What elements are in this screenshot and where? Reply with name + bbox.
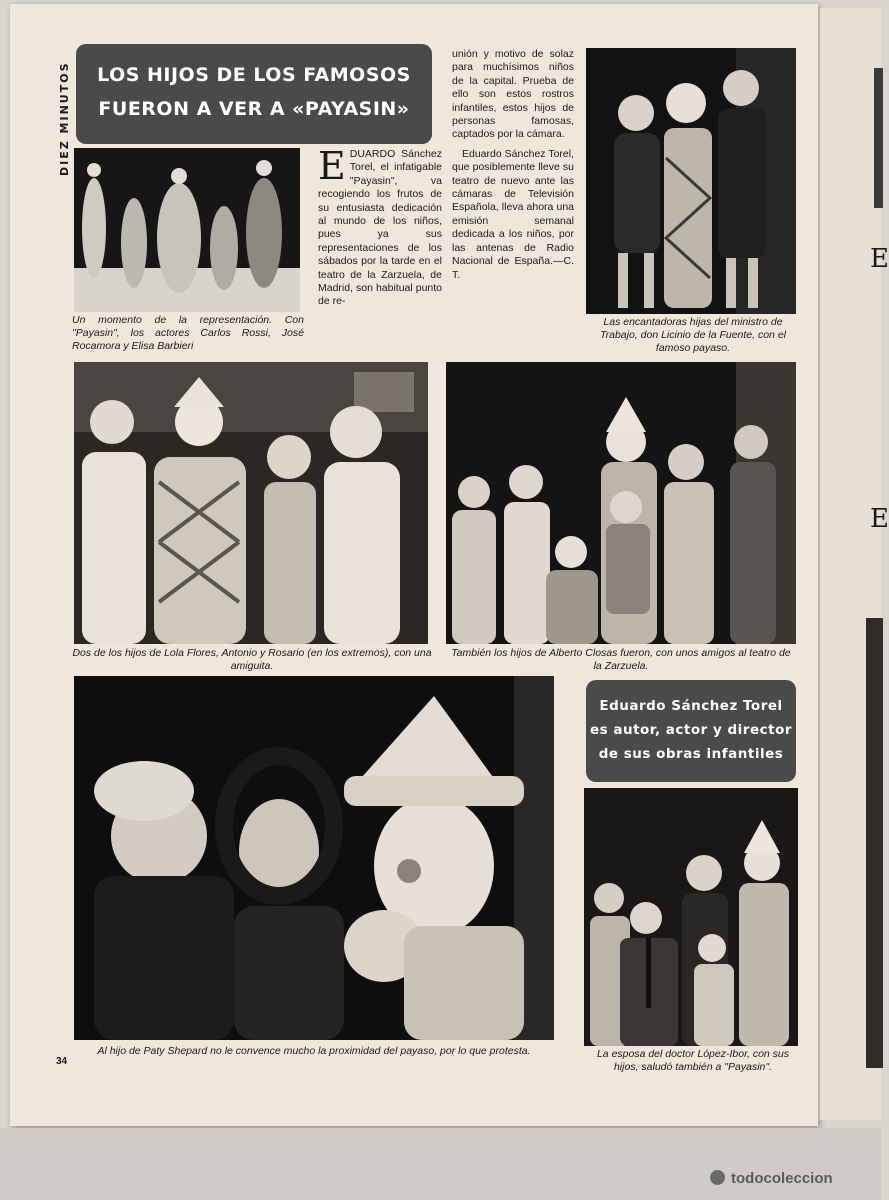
photo-alberto-closas-children [446, 362, 796, 644]
photo-minister-daughters [586, 48, 796, 314]
adjacent-page-letter-2: E [870, 504, 889, 534]
photo-lopez-ibor-family [584, 788, 798, 1046]
caption-photo4: También los hijos de Alberto Closas fueron, con unos amigos al teatro de la Zarzuela. [451, 647, 791, 672]
adjacent-page-edge [818, 8, 889, 1120]
subheadline-line1: Eduardo Sánchez Torel [599, 698, 783, 714]
headline-line1: LOS HIJOS DE LOS FAMOSOS [97, 64, 411, 86]
headline-box [76, 44, 432, 144]
caption-photo1: Un momento de la representación. Con "Payasin", los actores Carlos Rossi, José Rocamora y Elisa Barbieri [72, 314, 304, 352]
adjacent-page-letter-1: E [870, 244, 889, 274]
subheadline-box [586, 680, 796, 782]
caption-photo5: Al hijo de Paty Shepard no le convence mucho la proximidad del payaso, por lo que protesta. [97, 1045, 531, 1057]
caption-photo6: La esposa del doctor López-Ibor, con sus hijos, saludó también a "Payasin". [596, 1048, 790, 1073]
caption-photo3: Dos de los hijos de Lola Flores, Antonio y Rosario (en los extremos), con una amiguita. [72, 647, 432, 672]
article-col2-p1: unión y motivo de solaz para muchísimos niños de la capital. Prueba de ello son estos rostros infantiles, estos hijos de personas famosas, captados por la cámara. [452, 48, 574, 141]
watermark-logo-icon [710, 1170, 725, 1185]
article-col1-text: DUARDO Sánchez Torel, el infatigable "Payasin", va recogiendo los frutos de su entusiasta dedicación al mundo de los niños, pues ya sus representaciones de los sábados por la tarde en el teatro de la Zarzuela, de Madrid, son habitual punto de re- [318, 148, 442, 308]
headline-line2: FUERON A VER A «PAYASIN» [98, 98, 410, 120]
photo-stage-performance [74, 148, 300, 312]
page-number: 34 [56, 1056, 68, 1067]
dropcap: E [318, 144, 346, 188]
watermark [710, 1170, 833, 1187]
subheadline-line3: de sus obras infantiles [598, 746, 784, 762]
magazine-page [10, 4, 818, 1126]
photo-paty-shepard-clown [74, 676, 554, 1040]
subheadline-line2: es autor, actor y director [589, 722, 793, 738]
section-label: DIEZ MINUTOS [58, 61, 71, 176]
watermark-text: todocoleccion [731, 1170, 833, 1187]
article-col2 [452, 48, 574, 282]
article-col2-p2: Eduardo Sánchez Torel, que posiblemente lleve su teatro de nuevo ante las cámaras de Televisión Española, lleva ahora una emisión semanal dedicada a los niños, por las antenas de Radio Nacional de España.—C. T. [452, 147, 574, 281]
article-col1 [318, 144, 442, 309]
table-surface [0, 1128, 881, 1200]
photo-lola-flores-children [74, 362, 428, 644]
caption-photo2: Las encantadoras hijas del ministro de Trabajo, don Licinio de la Fuente, con el famoso payaso. [599, 316, 786, 354]
